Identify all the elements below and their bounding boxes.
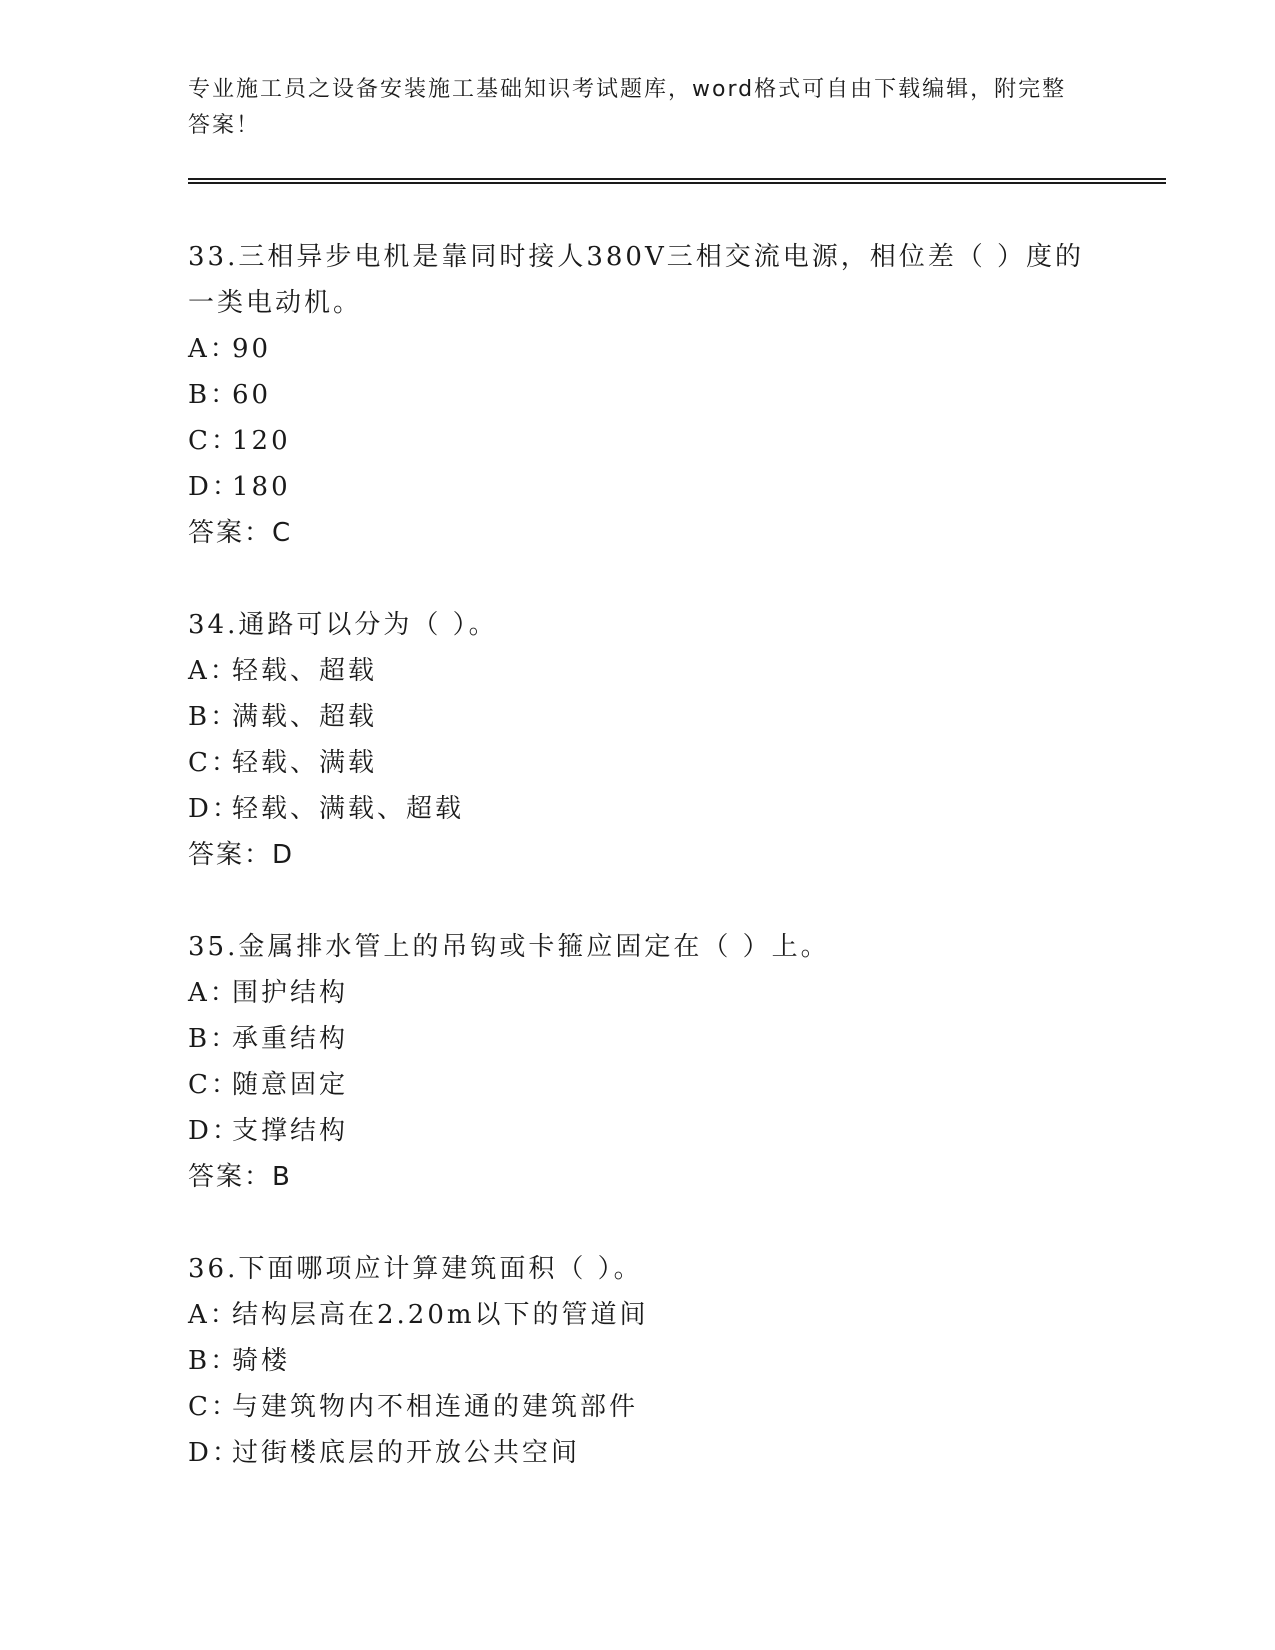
answer-line: 答案：C <box>188 518 293 548</box>
document-header <box>188 72 1088 144</box>
option-key: A： <box>188 978 239 1008</box>
option-key: D： <box>188 794 241 824</box>
option-a <box>188 970 1088 1016</box>
option-b <box>188 372 1088 418</box>
option-a <box>188 1292 1088 1338</box>
option-b <box>188 694 1088 740</box>
option-d <box>188 786 1088 832</box>
answer-line: 答案：B <box>188 1162 292 1192</box>
option-key: A： <box>188 334 239 364</box>
option-a <box>188 326 1088 372</box>
question-33 <box>188 234 1088 556</box>
option-text: 过街楼底层的开放公共空间 <box>232 1438 581 1468</box>
option-c <box>188 1062 1088 1108</box>
option-text: 骑楼 <box>232 1346 291 1376</box>
option-key: D： <box>188 472 241 502</box>
question-35 <box>188 924 1088 1200</box>
option-d <box>188 1430 1088 1476</box>
option-c <box>188 1384 1088 1430</box>
option-b <box>188 1016 1088 1062</box>
option-key: B： <box>188 702 240 732</box>
question-stem: 33.三相异步电机是靠同时接人380V三相交流电源，相位差（ ）度的一类电动机。 <box>188 242 1085 318</box>
option-c <box>188 418 1088 464</box>
header-divider <box>188 178 1166 184</box>
option-text: 90 <box>232 334 272 364</box>
question-stem: 35.金属排水管上的吊钩或卡箍应固定在（ ）上。 <box>188 932 830 962</box>
option-d <box>188 464 1088 510</box>
option-key: A： <box>188 1300 239 1330</box>
question-stem: 36.下面哪项应计算建筑面积（ ）。 <box>188 1254 643 1284</box>
option-key: C： <box>188 426 240 456</box>
option-text: 轻载、满载、超载 <box>232 794 465 824</box>
option-text: 轻载、超载 <box>232 656 378 686</box>
answer-line: 答案：D <box>188 840 295 870</box>
option-key: D： <box>188 1438 241 1468</box>
option-text: 满载、超载 <box>232 702 378 732</box>
option-text: 围护结构 <box>232 978 349 1008</box>
option-text: 60 <box>232 380 272 410</box>
option-key: C： <box>188 748 240 778</box>
option-key: D： <box>188 1116 241 1146</box>
option-d <box>188 1108 1088 1154</box>
option-text: 与建筑物内不相连通的建筑部件 <box>232 1392 639 1422</box>
option-text: 结构层高在2.20m以下的管道间 <box>232 1300 649 1330</box>
option-text: 180 <box>232 472 291 502</box>
option-key: A： <box>188 656 239 686</box>
option-text: 承重结构 <box>232 1024 349 1054</box>
option-text: 支撑结构 <box>232 1116 349 1146</box>
option-key: B： <box>188 380 240 410</box>
question-34 <box>188 602 1088 878</box>
option-a <box>188 648 1088 694</box>
option-text: 轻载、满载 <box>232 748 378 778</box>
option-b <box>188 1338 1088 1384</box>
option-key: C： <box>188 1392 240 1422</box>
option-key: C： <box>188 1070 240 1100</box>
question-36 <box>188 1246 1088 1476</box>
option-text: 120 <box>232 426 291 456</box>
question-stem: 34.通路可以分为（ ）。 <box>188 610 498 640</box>
option-text: 随意固定 <box>232 1070 349 1100</box>
option-key: B： <box>188 1346 240 1376</box>
option-key: B： <box>188 1024 240 1054</box>
document-title: 专业施工员之设备安装施工基础知识考试题库，word格式可自由下载编辑，附完整答案！ <box>188 77 1067 138</box>
option-c <box>188 740 1088 786</box>
question-list <box>188 234 1088 1522</box>
